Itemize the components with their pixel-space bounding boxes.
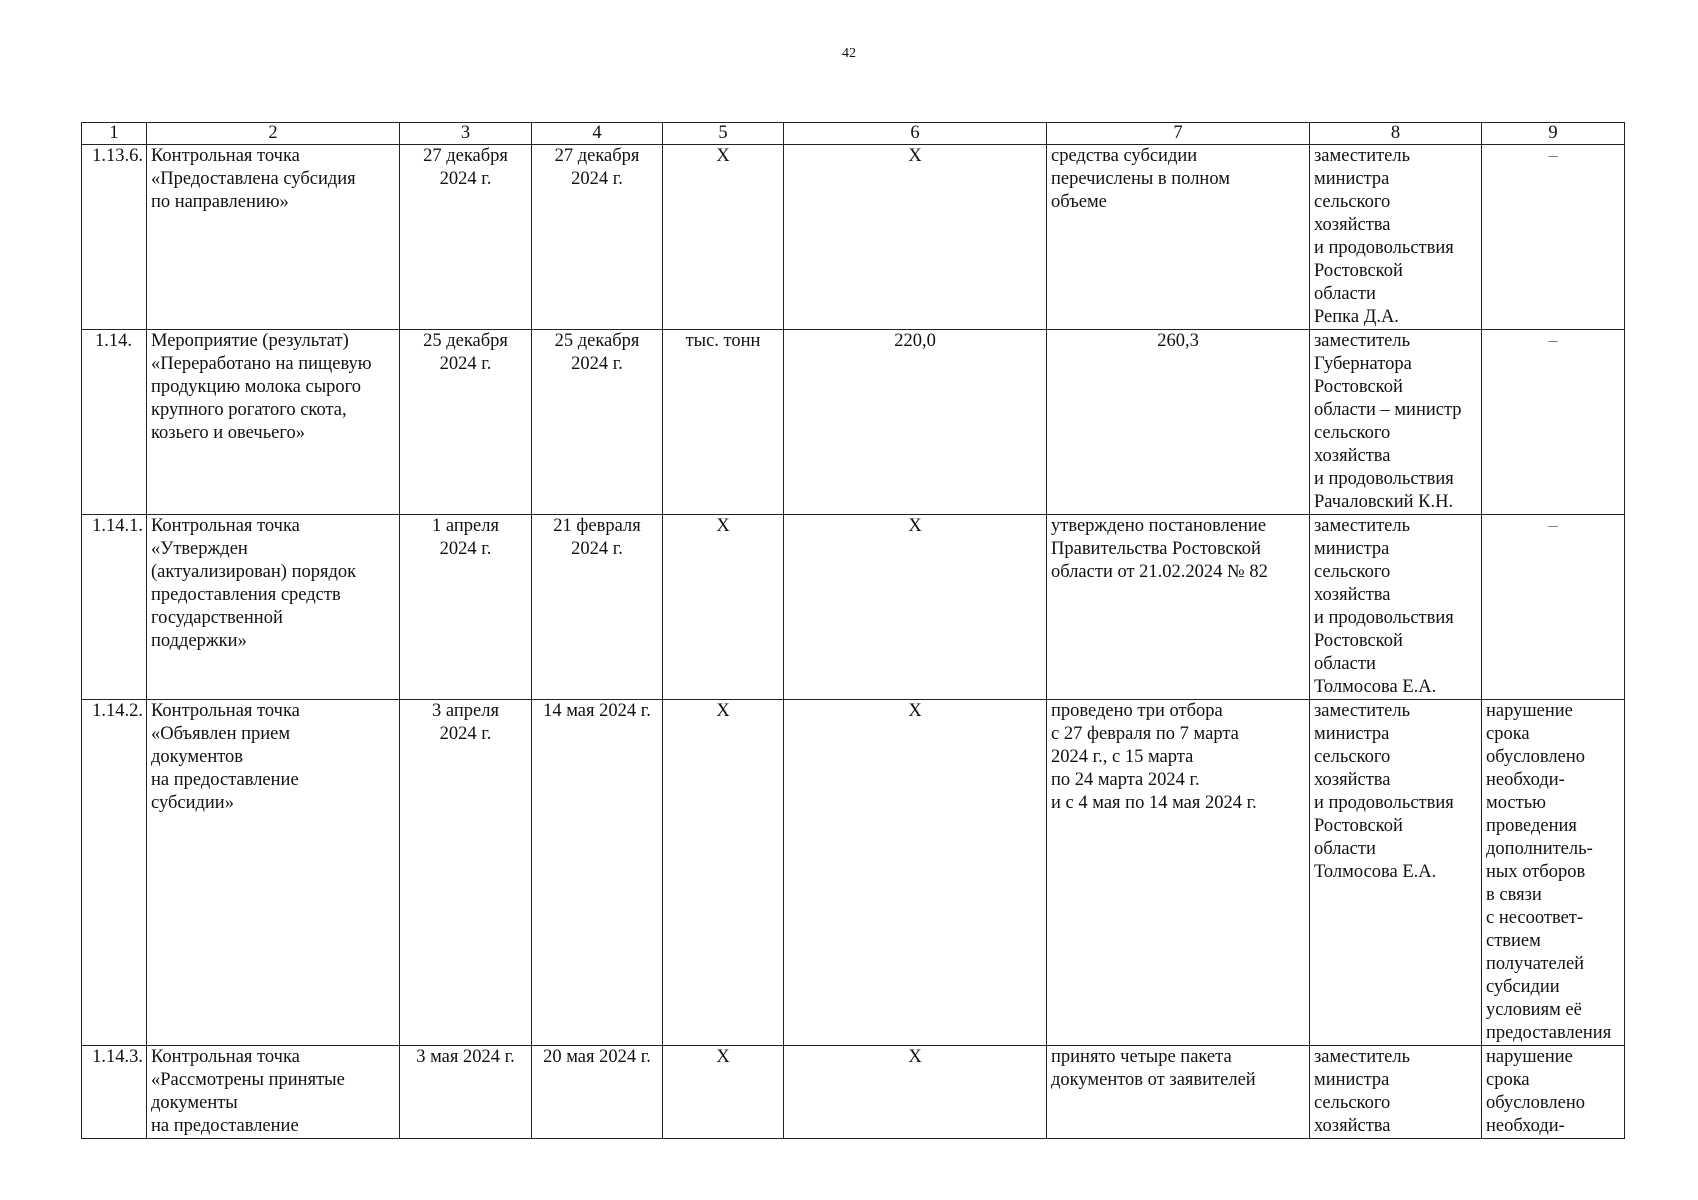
unit: Х: [663, 700, 784, 1046]
planned-date: 3 апреля 2024 г.: [400, 700, 532, 1046]
actual-date: 21 февраля 2024 г.: [532, 515, 663, 700]
note: нарушение срока обусловлено необходи- мостью проведения дополнитель- ных отборов в связи с несоответ- ствием получателей субсидии условиям её предоставления: [1482, 700, 1625, 1046]
responsible: заместитель министра сельского хозяйства и продовольствия Ростовской области Толмосова Е.А.: [1310, 700, 1482, 1046]
responsible: заместитель Губернатора Ростовской области – министр сельского хозяйства и продовольствия Рачаловский К.Н.: [1310, 330, 1482, 515]
actual-value: проведено три отбора с 27 февраля по 7 марта 2024 г., с 15 марта по 24 марта 2024 г. и с 4 мая по 14 мая 2024 г.: [1047, 700, 1310, 1046]
note: нарушение срока обусловлено необходи-: [1482, 1046, 1625, 1139]
actual-value: 260,3: [1047, 330, 1310, 515]
planned-date: 1 апреля 2024 г.: [400, 515, 532, 700]
header-cell: 9: [1482, 123, 1625, 145]
item-name: Контрольная точка «Утвержден (актуализирован) порядок предоставления средств государственной поддержки»: [147, 515, 400, 700]
item-name: Мероприятие (результат) «Переработано на пищевую продукцию молока сырого крупного рогатого скота, козьего и овечьего»: [147, 330, 400, 515]
note: –: [1482, 515, 1625, 700]
unit: Х: [663, 515, 784, 700]
header-cell: 2: [147, 123, 400, 145]
planned-value: Х: [784, 1046, 1047, 1139]
header-cell: 3: [400, 123, 532, 145]
item-name: Контрольная точка «Предоставлена субсидия по направлению»: [147, 145, 400, 330]
actual-value: утверждено постановление Правительства Ростовской области от 21.02.2024 № 82: [1047, 515, 1310, 700]
responsible: заместитель министра сельского хозяйства: [1310, 1046, 1482, 1139]
actual-date: 25 декабря 2024 г.: [532, 330, 663, 515]
table-row: [82, 515, 1625, 700]
actual-date: 20 мая 2024 г.: [532, 1046, 663, 1139]
planned-value: Х: [784, 515, 1047, 700]
page-number: 42: [842, 46, 856, 61]
row-number: 1.14.: [82, 330, 147, 515]
note: –: [1482, 145, 1625, 330]
unit: тыс. тонн: [663, 330, 784, 515]
header-cell: 6: [784, 123, 1047, 145]
table-row: [82, 330, 1625, 515]
unit: Х: [663, 145, 784, 330]
actual-value: средства субсидии перечислены в полном объеме: [1047, 145, 1310, 330]
item-name: Контрольная точка «Рассмотрены принятые документы на предоставление: [147, 1046, 400, 1139]
row-number: 1.13.6.: [82, 145, 147, 330]
header-row: [82, 123, 1625, 145]
report-table: [81, 122, 1625, 1139]
responsible: заместитель министра сельского хозяйства и продовольствия Ростовской области Толмосова Е.А.: [1310, 515, 1482, 700]
actual-value: принято четыре пакета документов от заявителей: [1047, 1046, 1310, 1139]
planned-value: Х: [784, 700, 1047, 1046]
row-number: 1.14.2.: [82, 700, 147, 1046]
planned-value: Х: [784, 145, 1047, 330]
table-row: [82, 1046, 1625, 1139]
planned-date: 27 декабря 2024 г.: [400, 145, 532, 330]
header-cell: 7: [1047, 123, 1310, 145]
row-number: 1.14.1.: [82, 515, 147, 700]
planned-date: 3 мая 2024 г.: [400, 1046, 532, 1139]
header-cell: 8: [1310, 123, 1482, 145]
actual-date: 27 декабря 2024 г.: [532, 145, 663, 330]
planned-date: 25 декабря 2024 г.: [400, 330, 532, 515]
item-name: Контрольная точка «Объявлен прием документов на предоставление субсидии»: [147, 700, 400, 1046]
header-cell: 4: [532, 123, 663, 145]
actual-date: 14 мая 2024 г.: [532, 700, 663, 1046]
unit: Х: [663, 1046, 784, 1139]
header-cell: 5: [663, 123, 784, 145]
row-number: 1.14.3.: [82, 1046, 147, 1139]
table-row: [82, 700, 1625, 1046]
note: –: [1482, 330, 1625, 515]
header-cell: 1: [82, 123, 147, 145]
planned-value: 220,0: [784, 330, 1047, 515]
table-row: [82, 145, 1625, 330]
responsible: заместитель министра сельского хозяйства и продовольствия Ростовской области Репка Д.А.: [1310, 145, 1482, 330]
